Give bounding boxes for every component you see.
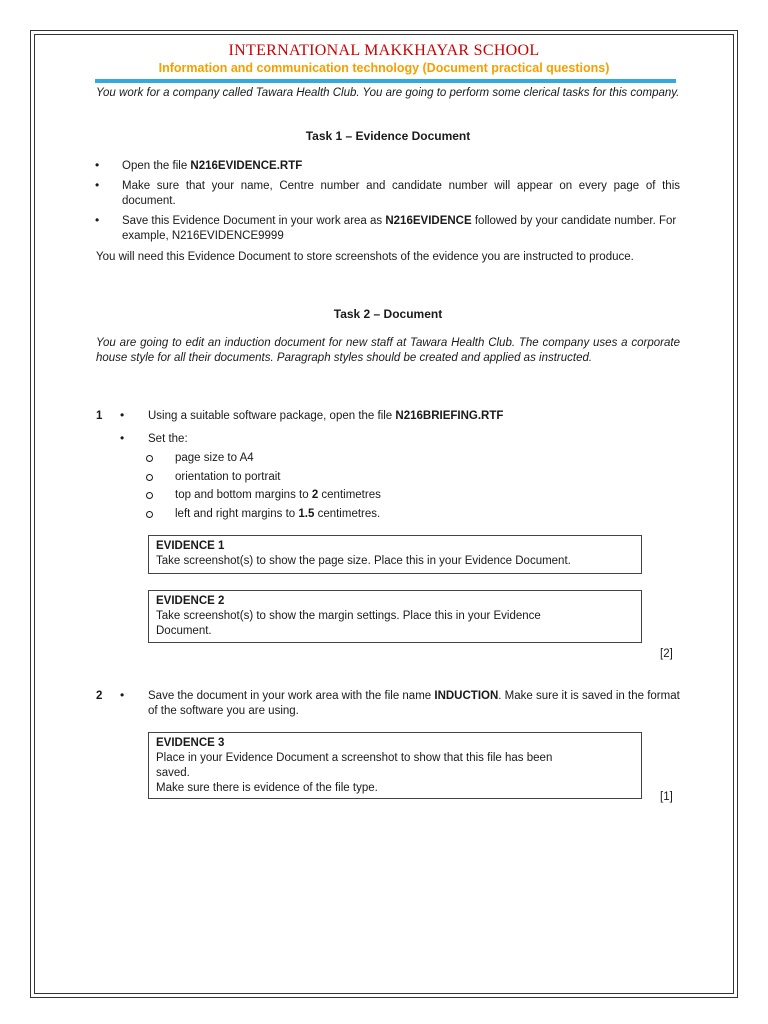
evidence-2-line-2: Document. xyxy=(156,625,212,637)
evidence-1-box xyxy=(148,535,642,574)
page-border-inner xyxy=(34,34,734,994)
bullet-marker: • xyxy=(120,408,125,422)
bullet-marker: • xyxy=(120,688,125,702)
evidence-2-line-1: Take screenshot(s) to show the margin settings. Place this in your Evidence xyxy=(156,610,541,622)
task2-heading: Task 2 – Document xyxy=(333,307,443,321)
evidence-3-line-1: Place in your Evidence Document a screenshot to show that this file has been xyxy=(156,752,553,764)
school-name: INTERNATIONAL MAKKHAYAR SCHOOL xyxy=(228,42,540,59)
task2-intro: You are going to edit an induction document for new staff at Tawara Health Club. The company uses a corporate house style for all their documents. Paragraph styles should be created and applied as instructed. xyxy=(96,337,680,364)
q1-sub-4: left and right margins to 1.5 centimetres. xyxy=(175,508,381,520)
task1-bullet-1: Open the file N216EVIDENCE.RTF xyxy=(122,160,303,172)
bullet-marker: • xyxy=(95,213,100,227)
evidence-1-text: Take screenshot(s) to show the page size. Place this in your Evidence Document. xyxy=(156,555,571,567)
sub-bullet-circle xyxy=(146,511,153,518)
sub-bullet-circle xyxy=(146,492,153,499)
task1-heading: Task 1 – Evidence Document xyxy=(305,129,471,143)
bullet-marker: • xyxy=(120,431,125,445)
evidence-2-box xyxy=(148,590,642,643)
q1-sub-2: orientation to portrait xyxy=(175,471,281,483)
q2-marks: [1] xyxy=(660,791,673,803)
evidence-1-title: EVIDENCE 1 xyxy=(156,540,225,552)
header-rule xyxy=(95,79,676,83)
sub-bullet-circle xyxy=(146,455,153,462)
question-2-number: 2 xyxy=(96,690,103,702)
evidence-3-box xyxy=(148,732,642,799)
q1-sub-1: page size to A4 xyxy=(175,452,254,464)
q1-set-the: Set the: xyxy=(148,433,188,445)
evidence-3-title: EVIDENCE 3 xyxy=(156,737,225,749)
document-subtitle: Information and communication technology (Document practical questions) xyxy=(158,61,610,75)
evidence-3-line-3: Make sure there is evidence of the file type. xyxy=(156,782,378,794)
q1-sub-3: top and bottom margins to 2 centimetres xyxy=(175,489,381,501)
bullet-marker: • xyxy=(95,158,100,172)
evidence-3-line-2: saved. xyxy=(156,767,190,779)
q2-save-instruction: Save the document in your work area with the file name INDUCTION. Make sure it is saved in the format of the software you are using. xyxy=(148,690,680,717)
q1-marks: [2] xyxy=(660,648,673,660)
task1-bullet-2: Make sure that your name, Centre number and candidate number will appear on every page of this document. xyxy=(122,180,680,207)
evidence-2-title: EVIDENCE 2 xyxy=(156,595,225,607)
bullet-marker: • xyxy=(95,178,100,192)
intro-text: You work for a company called Tawara Health Club. You are going to perform some clerical tasks for this company. xyxy=(96,87,680,99)
sub-bullet-circle xyxy=(146,474,153,481)
task1-bullet-3: Save this Evidence Document in your work area as N216EVIDENCE followed by your candidate number. For example, N216EVIDENCE9999 xyxy=(122,215,677,242)
q1-open-file: Using a suitable software package, open the file N216BRIEFING.RTF xyxy=(148,410,504,422)
task1-note: You will need this Evidence Document to store screenshots of the evidence you are instructed to produce. xyxy=(96,251,634,263)
question-1-number: 1 xyxy=(96,410,103,422)
